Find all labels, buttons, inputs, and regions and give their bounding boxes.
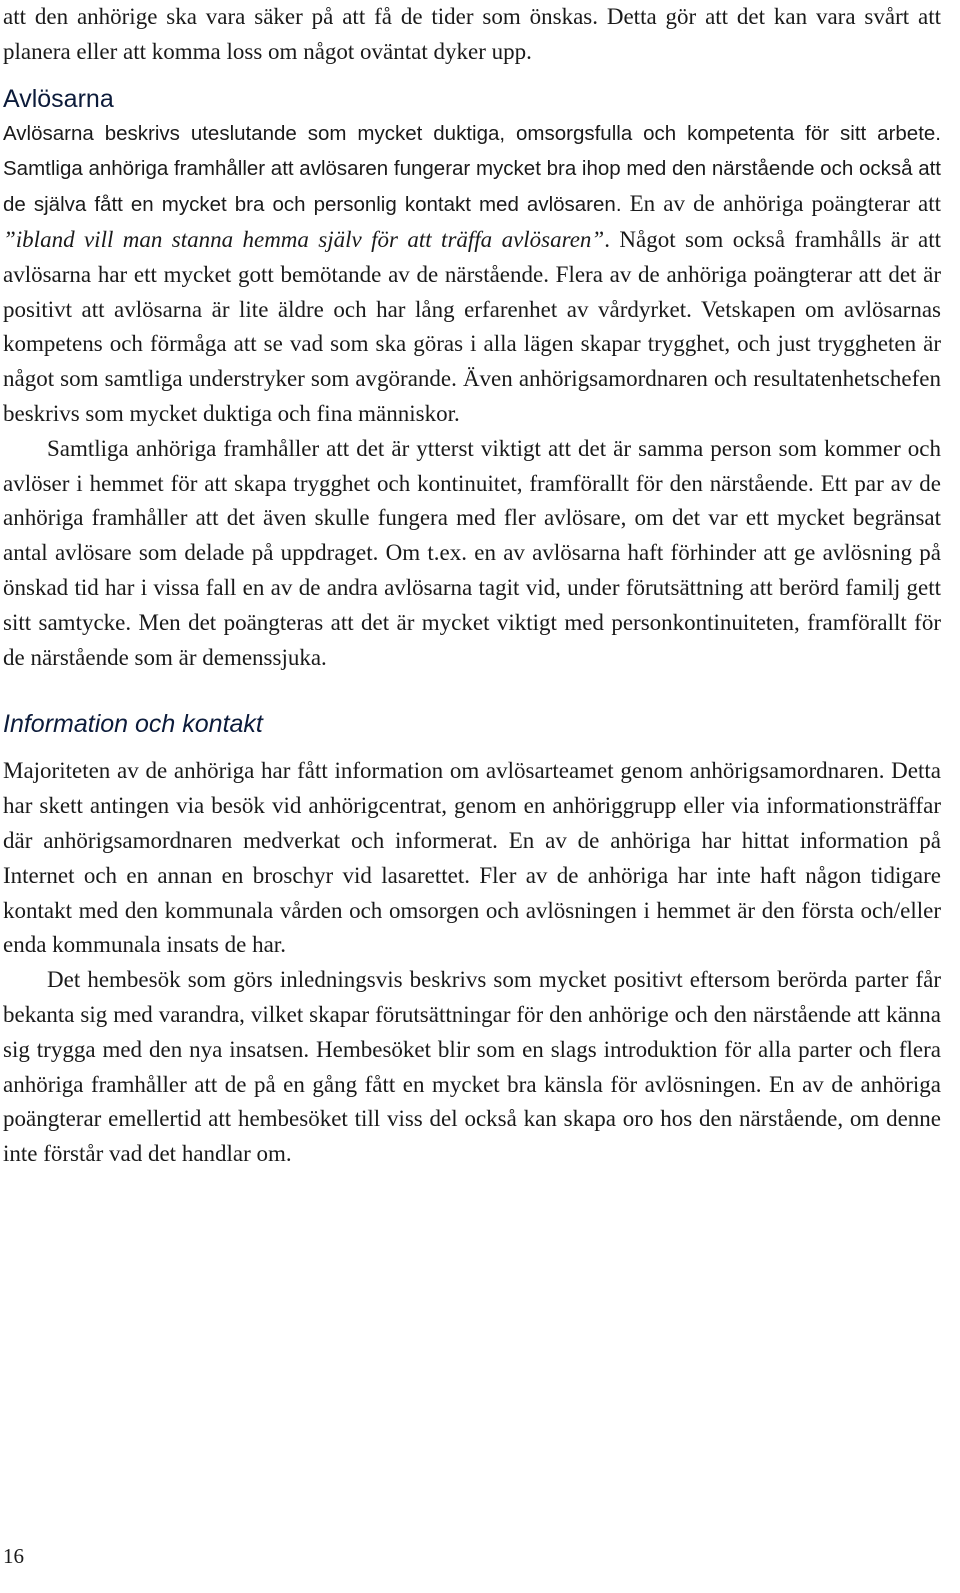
information-paragraph-1: Majoriteten av de anhöriga har fått information om avlösarteamet genom anhörigsamordnaren. Detta har skett antingen via besök vid anhörigcentrat, genom en anhöriggrupp eller via informationsträffar där anhörigsamordnaren medverkat och informerat. En av de anhöriga har hittat information på Internet och en annan en broschyr vid lasarettet. Fler av de anhöriga har inte haft någon tidigare kontakt med den kommunala vården och omsorgen och avlösningen i hemmet är den första och/eller enda kommunala insats de har.: [3, 758, 941, 958]
page-number: 16: [3, 1544, 24, 1568]
avlosarna-serif-text-a: En av de anhöriga poängterar att: [621, 191, 941, 217]
avlosarna-serif-text-b: . Något som också framhålls är att avlösarna har ett mycket gott bemötande av de närstående. Flera av de anhöriga poängterar att det är positivt att avlösarna är lite äldre och har lång erfarenhet av vårdyrket. Vetskapen om avlösarnas kompetens och förmåga att se vad som ska göras i alla lägen skapar trygghet, och just tryggheten är något som samtliga understryker som avgörande. Även anhörigsamordnaren och resultatenhetschefen beskrivs som mycket duktiga och fina människor.: [3, 226, 941, 426]
information-paragraph-2: Det hembesök som görs inledningsvis beskrivs som mycket positivt eftersom berörda parter får bekanta sig med varandra, vilket skapar förutsättningar för den anhörige och den närstående att känna sig trygga med den nya insatsen. Hembesöket blir som en slags introduktion för alla parter och flera anhöriga framhåller att de på en gång fått en mycket bra känsla för avlösningen. En av de anhöriga poängterar emellertid att hembesöket till viss del också kan skapa oro hos den närstående, om denne inte förstår vad det handlar om.: [3, 967, 941, 1167]
intro-paragraph: att den anhörige ska vara säker på att få de tider som önskas. Detta gör att det kan vara svårt att planera eller att komma loss om något oväntat dyker upp.: [3, 4, 941, 64]
section-heading-information: Information och kontakt: [3, 710, 263, 739]
avlosarna-paragraph-2: Samtliga anhöriga framhåller att det är ytterst viktigt att det är samma person som kommer och avlöser i hemmet för att skapa trygghet och kontinuitet, framförallt för den närstående. Ett par av de anhöriga framhåller att det även skulle fungera med fler avlösare, om det var ett mycket begränsat antal avlösare som delade på uppdraget. Om t.ex. en av avlösarna haft förhinder att ge avlösning på önskad tid har i vissa fall en av de andra avlösarna tagit vid, under förutsättning att berörd familj gett sitt samtycke. Men det poängteras att det är mycket viktigt med personkontinuiteten, framförallt för de närstående som är demenssjuka.: [3, 435, 941, 670]
document-page: [3, 0, 941, 1172]
avlosarna-quote: ”ibland vill man stanna hemma själv för att träffa avlösaren”: [3, 226, 605, 252]
section-heading-avlosarna: Avlösarna: [3, 84, 114, 113]
avlosarna-paragraph-1: [3, 116, 941, 432]
avlosarna-sans-text: Avlösarna beskrivs uteslutande som mycket duktiga, omsorgsfulla och kompetenta för sitt arbete. Samtliga anhöriga framhåller att avlösaren fungerar mycket bra ihop med den närstående och också att de själva fått en mycket bra och personlig kontakt med avlösaren.: [3, 121, 941, 217]
